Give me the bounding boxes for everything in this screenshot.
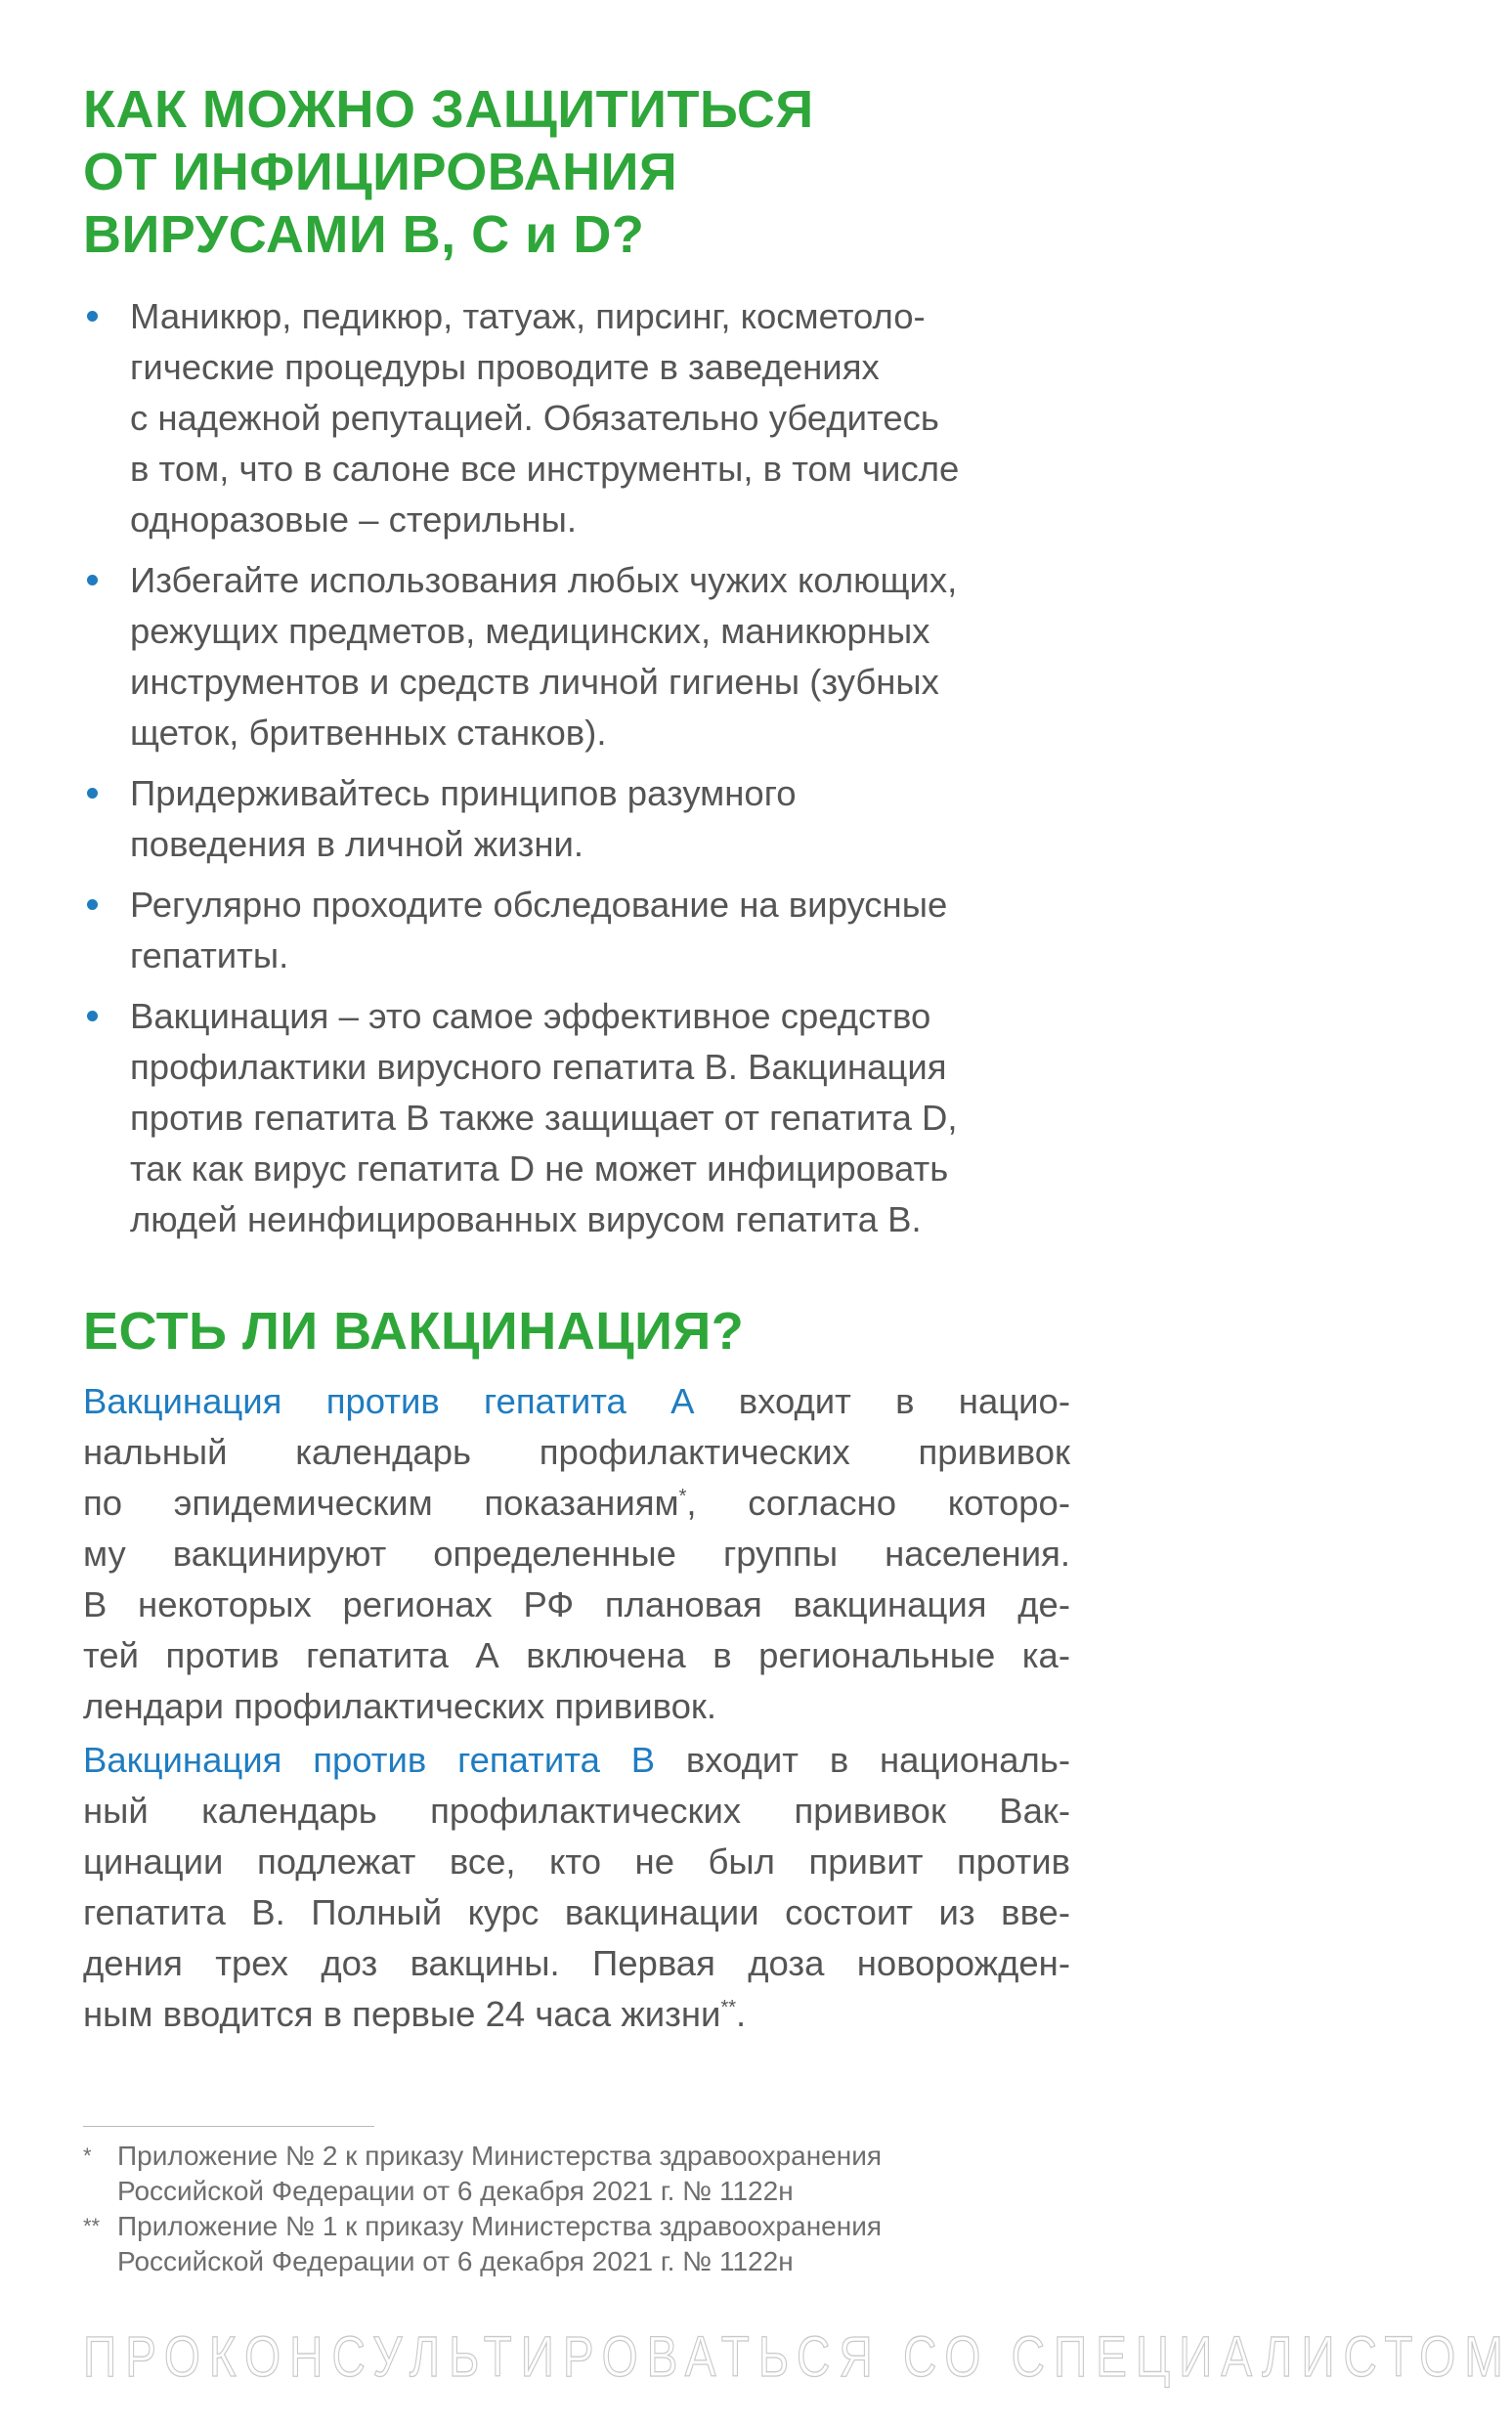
text-line bbox=[83, 1735, 1070, 1786]
text-line: щеток, бритвенных станков). bbox=[130, 713, 607, 753]
text-line: Придерживайтесь принципов разумного bbox=[130, 773, 797, 813]
text-fragment: , согласно которо- bbox=[686, 1483, 1070, 1523]
paragraph-hepatitis-b bbox=[83, 1735, 1070, 2040]
text-line: профилактики вирусного гепатита В. Вакцинация bbox=[130, 1047, 947, 1087]
text-line: против гепатита В также защищает от гепатита D, bbox=[130, 1098, 958, 1138]
text-line: Избегайте использования любых чужих колющих, bbox=[130, 560, 958, 600]
footnote-mark: * bbox=[83, 2143, 92, 2168]
footnote-item bbox=[83, 2209, 1080, 2279]
list-item-text bbox=[130, 768, 1070, 870]
text-line: инструментов и средств личной гигиены (зубных bbox=[130, 662, 939, 702]
consult-specialist-banner: ПРОКОНСУЛЬТИРОВАТЬСЯ СО СПЕЦИАЛИСТОМ bbox=[83, 2325, 1512, 2389]
text-line: Приложение № 1 к приказу Министерства здравоохранения bbox=[117, 2211, 883, 2241]
paragraph-lead: Вакцинация против гепатита В bbox=[83, 1740, 656, 1780]
paragraph-hepatitis-a bbox=[83, 1376, 1070, 1732]
text-line: режущих предметов, медицинских, маникюрных bbox=[130, 611, 930, 651]
list-item bbox=[83, 555, 1070, 758]
text-line: так как вирус гепатита D не может инфицировать bbox=[130, 1148, 949, 1189]
list-item-text bbox=[130, 880, 1070, 981]
text-line: гепатиты. bbox=[130, 935, 289, 975]
title-line: ВИРУСАМИ В, С и D? bbox=[83, 205, 645, 264]
title-line: ОТ ИНФИЦИРОВАНИЯ bbox=[83, 143, 678, 201]
text-line: Регулярно проходите обследование на вирусные bbox=[130, 885, 948, 925]
list-item-text bbox=[130, 291, 1070, 545]
paragraph-lead: Вакцинация против гепатита А bbox=[83, 1381, 695, 1421]
text-line: Вакцинация – это самое эффективное средство bbox=[130, 996, 931, 1036]
list-item-text bbox=[130, 991, 1070, 1245]
text-line: Российской Федерации от 6 декабря 2021 г. № 1122н bbox=[117, 2246, 794, 2276]
text-fragment: . bbox=[736, 1994, 747, 2034]
text-fragment: входит в националь- bbox=[655, 1740, 1070, 1780]
text-line: поведения в личной жизни. bbox=[130, 824, 584, 864]
text-line bbox=[83, 1376, 1070, 1427]
text-line: цинации подлежат все, кто не был привит против bbox=[83, 1841, 1070, 1882]
text-line: гепатита В. Полный курс вакцинации состоит из вве- bbox=[83, 1892, 1070, 1932]
text-fragment: по эпидемическим показаниям bbox=[83, 1483, 679, 1523]
list-item bbox=[83, 991, 1070, 1245]
footnote-mark: ** bbox=[83, 2214, 101, 2238]
section-title-vaccination bbox=[83, 1300, 744, 1363]
title-line: КАК МОЖНО ЗАЩИТИТЬСЯ bbox=[83, 80, 814, 139]
text-line: тей против гепатита А включена в региональные ка- bbox=[83, 1635, 1070, 1675]
text-line: ный календарь профилактических прививок Вак- bbox=[83, 1791, 1070, 1831]
text-line: лендари профилактических прививок. bbox=[83, 1686, 716, 1726]
bullet-dot-icon bbox=[87, 311, 98, 322]
list-item bbox=[83, 768, 1070, 870]
text-line: в том, что в салоне все инструменты, в том числе bbox=[130, 449, 960, 489]
text-line: нальный календарь профилактических прививок bbox=[83, 1432, 1070, 1472]
text-line: с надежной репутацией. Обязательно убедитесь bbox=[130, 398, 939, 438]
text-line bbox=[83, 1478, 1070, 1529]
bullet-dot-icon bbox=[87, 899, 98, 910]
text-line: В некоторых регионах РФ плановая вакцинация де- bbox=[83, 1584, 1070, 1624]
footnote-ref: ** bbox=[720, 1996, 737, 2018]
bullet-dot-icon bbox=[87, 1011, 98, 1021]
bullet-dot-icon bbox=[87, 788, 98, 799]
title-line: ЕСТЬ ЛИ ВАКЦИНАЦИЯ? bbox=[83, 1302, 745, 1361]
footnote-item bbox=[83, 2139, 1080, 2209]
text-line: Российской Федерации от 6 декабря 2021 г. № 1122н bbox=[117, 2176, 794, 2206]
text-line: Маникюр, педикюр, татуаж, пирсинг, косметоло- bbox=[130, 296, 926, 336]
footnote-ref: * bbox=[678, 1485, 687, 1507]
list-item-text bbox=[130, 555, 1070, 758]
text-line: Приложение № 2 к приказу Министерства здравоохранения bbox=[117, 2141, 883, 2171]
prevention-list bbox=[83, 291, 1070, 1255]
text-line: гические процедуры проводите в заведениях bbox=[130, 347, 880, 387]
text-line: му вакцинируют определенные группы населения. bbox=[83, 1534, 1070, 1574]
text-line bbox=[83, 1989, 1070, 2040]
text-fragment: входит в нацио- bbox=[694, 1381, 1070, 1421]
list-item bbox=[83, 880, 1070, 981]
text-line: людей неинфицированных вирусом гепатита В. bbox=[130, 1199, 922, 1239]
bullet-dot-icon bbox=[87, 575, 98, 585]
footnotes bbox=[83, 2139, 1080, 2279]
list-item bbox=[83, 291, 1070, 545]
section-title-protection bbox=[83, 78, 814, 266]
text-line: дения трех доз вакцины. Первая доза новорожден- bbox=[83, 1943, 1070, 1983]
footnote-text bbox=[117, 2209, 1080, 2279]
text-fragment: ным вводится в первые 24 часа жизни bbox=[83, 1994, 721, 2034]
footnote-divider bbox=[83, 2126, 374, 2127]
footnote-text bbox=[117, 2139, 1080, 2209]
text-line: одноразовые – стерильны. bbox=[130, 499, 577, 540]
